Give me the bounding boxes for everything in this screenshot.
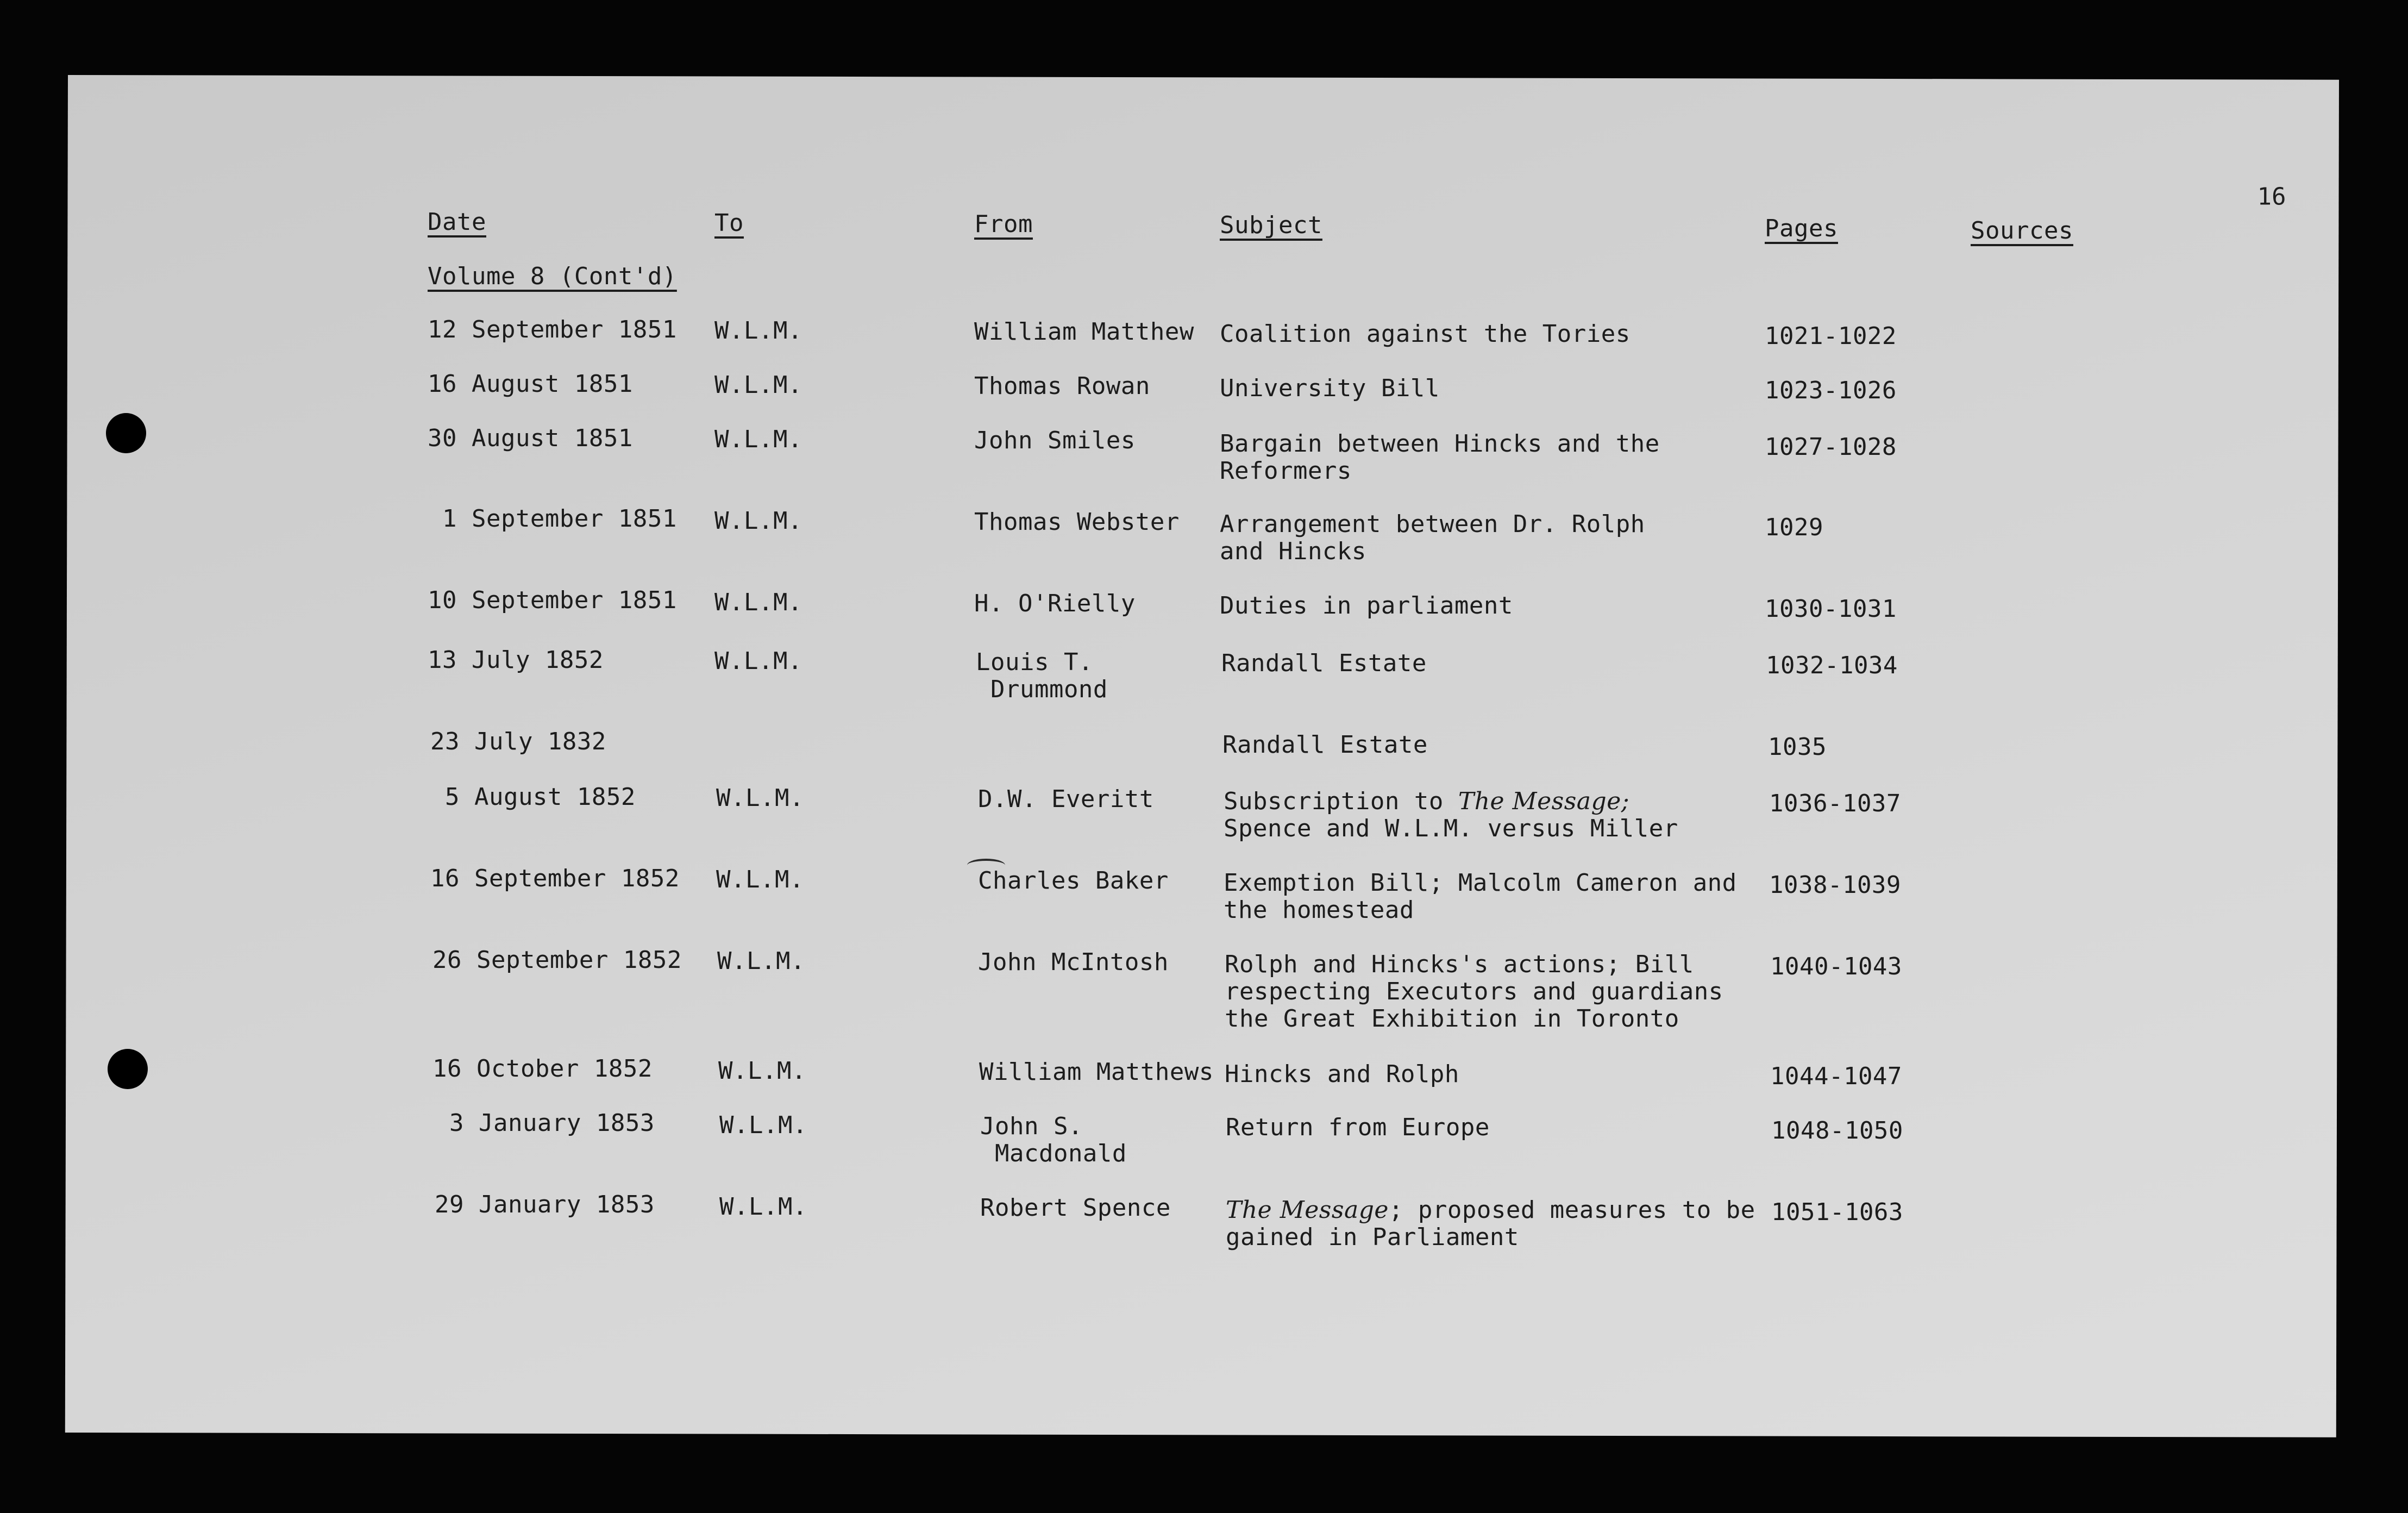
row-pages: 1048-1050 xyxy=(1771,1117,1903,1145)
row-from: William Matthews xyxy=(979,1058,1214,1086)
header-subject: Subject xyxy=(1220,211,1322,239)
row-date: 10 September 1851 xyxy=(428,586,677,614)
row-date: 23 July 1832 xyxy=(430,728,606,755)
subject-italic-title: The Message; xyxy=(1458,787,1630,815)
row-pages: 1027-1028 xyxy=(1765,433,1897,461)
row-from: D.W. Everitt xyxy=(978,785,1154,813)
row-to: W.L.M. xyxy=(716,866,804,893)
row-pages: 1036-1037 xyxy=(1769,790,1901,817)
header-pages: Pages xyxy=(1765,215,1838,242)
row-from: Louis T. Drummond xyxy=(976,648,1108,703)
binder-hole-bottom xyxy=(108,1049,148,1089)
row-date: 30 August 1851 xyxy=(428,424,633,452)
row-to: W.L.M. xyxy=(717,947,805,975)
row-subject: University Bill xyxy=(1220,374,1440,402)
header-from: From xyxy=(974,210,1033,238)
row-pages: 1038-1039 xyxy=(1769,871,1901,899)
row-subject: Bargain between Hincks and the Reformers xyxy=(1220,430,1660,485)
row-subject: Coalition against the Tories xyxy=(1220,320,1631,348)
row-subject: Return from Europe xyxy=(1226,1114,1490,1141)
row-to: W.L.M. xyxy=(714,589,802,616)
row-pages: 1035 xyxy=(1768,733,1827,761)
row-from: Thomas Webster xyxy=(974,508,1180,536)
row-date: 16 October 1852 xyxy=(432,1055,653,1083)
row-to: W.L.M. xyxy=(714,647,802,675)
row-subject xyxy=(1224,788,1678,842)
row-pages: 1051-1063 xyxy=(1771,1198,1903,1226)
subject-text: Subscription to xyxy=(1224,787,1458,815)
row-to: W.L.M. xyxy=(718,1057,806,1085)
row-subject: Exemption Bill; Malcolm Cameron and the homestead xyxy=(1224,869,1737,924)
row-date: 16 August 1851 xyxy=(428,370,633,398)
section-title: Volume 8 (Cont'd) xyxy=(428,262,677,290)
row-pages: 1023-1026 xyxy=(1765,377,1897,404)
row-pages: 1030-1031 xyxy=(1765,595,1897,623)
row-date: 12 September 1851 xyxy=(428,316,677,343)
row-to: W.L.M. xyxy=(714,507,802,535)
row-pages: 1040-1043 xyxy=(1770,953,1902,980)
header-to: To xyxy=(714,209,744,237)
row-date: 29 January 1853 xyxy=(435,1191,655,1218)
row-date: 5 August 1852 xyxy=(430,783,636,811)
row-subject: Duties in parliament xyxy=(1220,592,1513,620)
row-to: W.L.M. xyxy=(716,784,804,812)
row-subject: Randall Estate xyxy=(1221,649,1427,677)
row-date: 26 September 1852 xyxy=(432,946,682,974)
row-date: 16 September 1852 xyxy=(430,865,680,892)
row-from: John McIntosh xyxy=(978,948,1169,976)
row-to: W.L.M. xyxy=(719,1193,807,1221)
row-date: 1 September 1851 xyxy=(428,505,677,533)
header-date: Date xyxy=(428,208,486,236)
document-page xyxy=(65,75,2339,1437)
row-pages: 1021-1022 xyxy=(1765,322,1897,350)
subject-italic-title: The Message xyxy=(1226,1196,1389,1224)
row-subject: Rolph and Hincks's actions; Bill respecting Executors and guardians the Great Exhibition in Toronto xyxy=(1225,951,1723,1033)
row-from: H. O'Rielly xyxy=(974,590,1136,617)
row-subject: Arrangement between Dr. Rolph and Hincks xyxy=(1220,510,1645,565)
row-to: W.L.M. xyxy=(719,1111,807,1139)
row-to: W.L.M. xyxy=(714,371,802,399)
row-from: John Smiles xyxy=(974,427,1136,454)
row-to: W.L.M. xyxy=(714,426,802,453)
subject-text: Spence and W.L.M. versus Miller xyxy=(1224,815,1678,842)
row-date: 3 January 1853 xyxy=(435,1109,655,1137)
header-sources: Sources xyxy=(1971,217,2073,245)
row-pages: 1029 xyxy=(1765,514,1823,541)
row-subject: Hincks and Rolph xyxy=(1225,1060,1459,1088)
row-from: Charles Baker xyxy=(978,867,1169,895)
row-subject xyxy=(1226,1197,1755,1251)
page-number: 16 xyxy=(2257,183,2286,211)
row-to: W.L.M. xyxy=(714,317,802,345)
binder-hole-top xyxy=(106,413,146,453)
row-pages: 1032-1034 xyxy=(1766,652,1898,679)
subject-text: ; proposed measures to be gained in Parliament xyxy=(1226,1196,1755,1251)
row-from: Robert Spence xyxy=(980,1194,1171,1222)
row-from: John S. Macdonald xyxy=(980,1112,1127,1167)
row-from: Thomas Rowan xyxy=(974,372,1150,400)
row-date: 13 July 1852 xyxy=(428,646,604,674)
row-pages: 1044-1047 xyxy=(1770,1062,1902,1090)
row-from: William Matthew xyxy=(974,318,1194,346)
row-subject: Randall Estate xyxy=(1222,731,1428,759)
